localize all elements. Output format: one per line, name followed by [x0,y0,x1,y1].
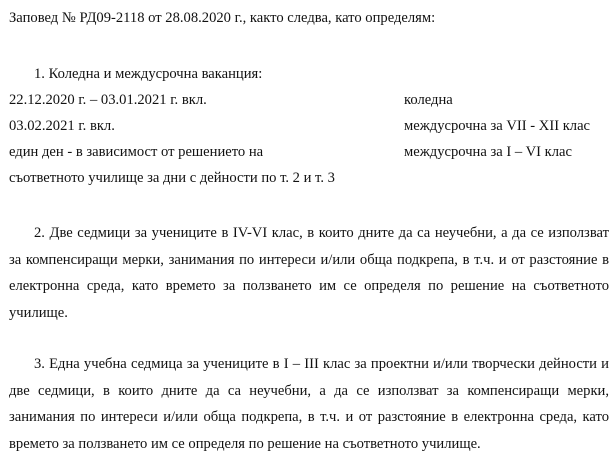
intro-line: Заповед № РД09-2118 от 28.08.2020 г., както следва, като определям: [9,10,436,26]
vacation-date-1: 22.12.2020 г. – 03.01.2021 г. вкл. [9,92,207,108]
vacation-type-3: междусрочна за I – VI клас [404,144,572,160]
vacation-date-2: 03.02.2021 г. вкл. [9,118,115,134]
section1-heading: 1. Коледна и междусрочна ваканция: [34,66,263,82]
section1-continuation: съответното училище за дни с дейности по т. 2 и т. 3 [9,170,335,186]
vacation-date-3: един ден - в зависимост от решението на [9,144,264,160]
vacation-type-1: коледна [404,92,453,108]
section2-paragraph: 2. Две седмици за учениците в IV-VI клас, в които дните да са неучебни, а да се използват за компенсиращи мерки, занимания по интереси и/или обща подкрепа, в т.ч. и от разстояние в електронна среда, като времето за ползването им се определя по решение на съответното училище. [9,225,609,321]
section3-paragraph: 3. Една учебна седмица за учениците в I – III клас за проектни и/или творчески дейности и две седмици, в които дните да са неучебни, а да се използват за компенсиращи мерки, занимания по интереси и/или обща подкрепа, в т.ч. и от разстояние в електронна среда, като времето за ползването им се определя по решение на съответното училище. [9,356,609,452]
vacation-type-2: междусрочна за VII - XII клас [404,118,591,134]
